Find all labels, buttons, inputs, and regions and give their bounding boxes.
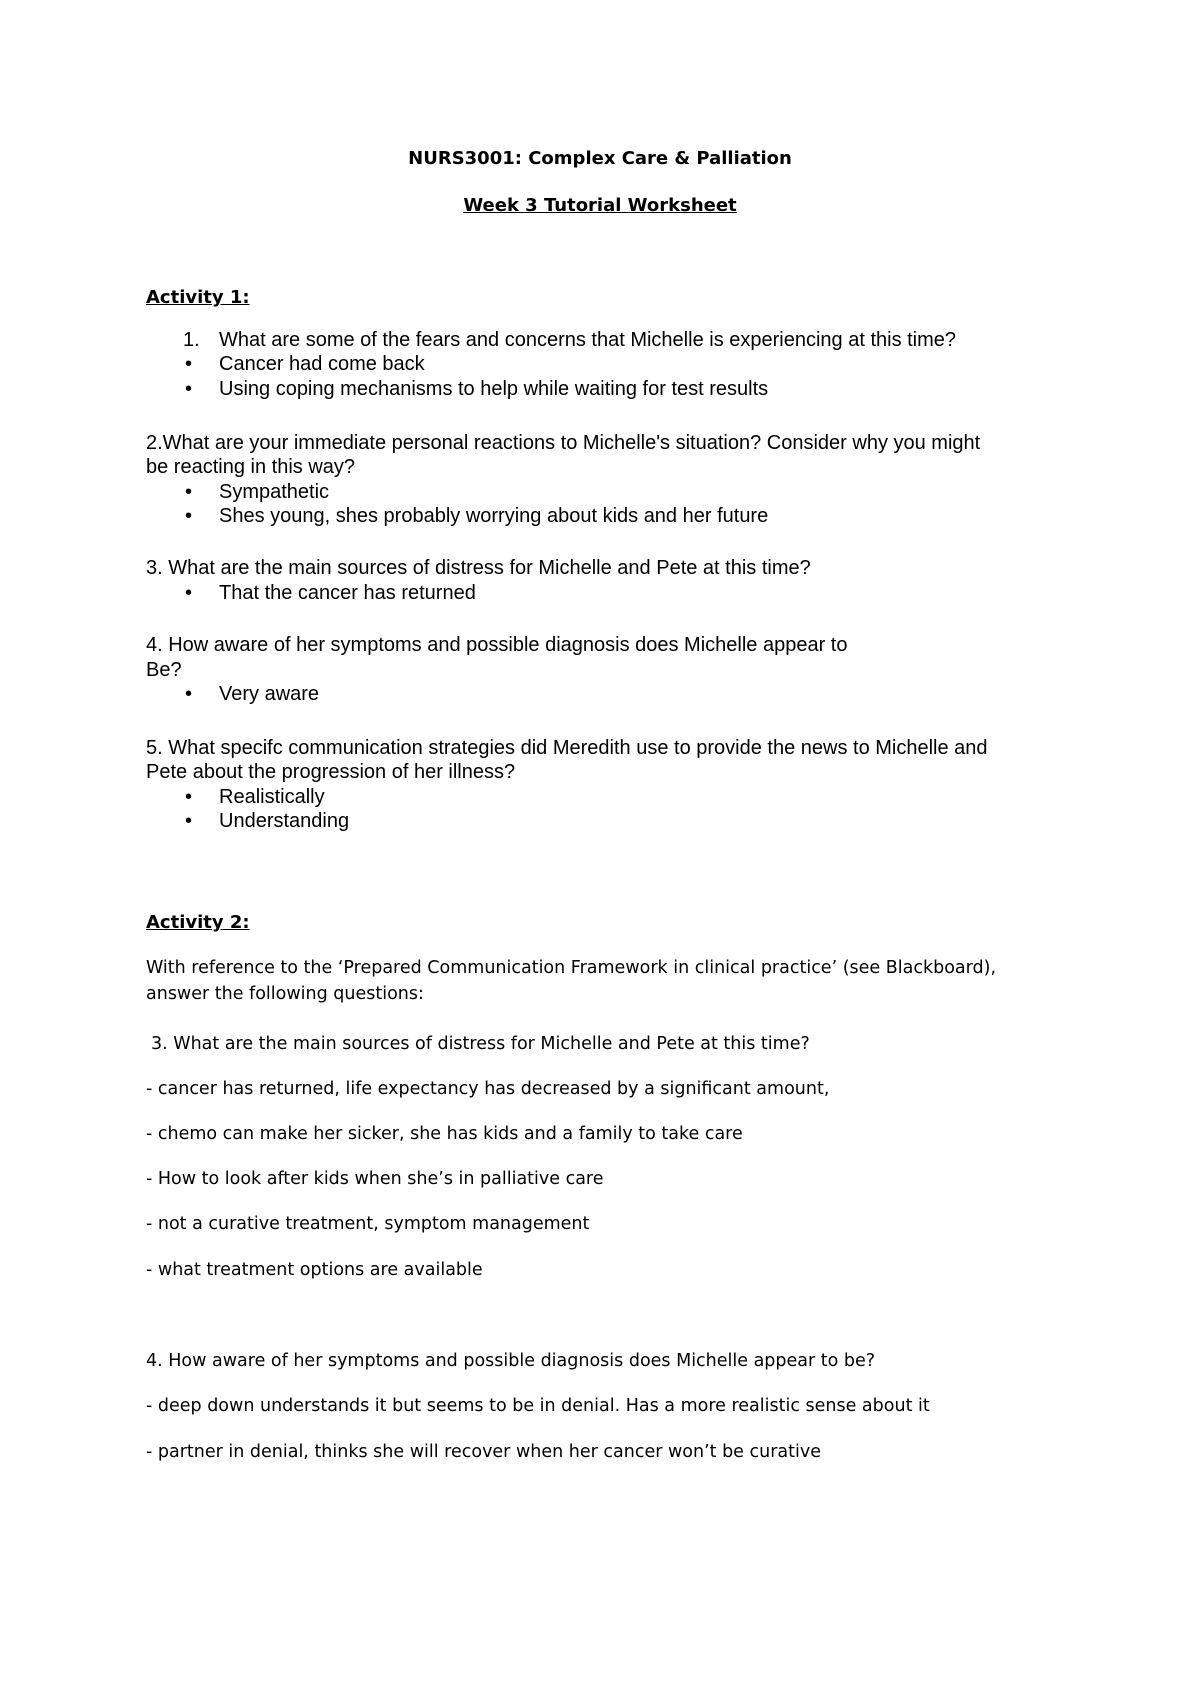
activity2-q3-answer: - chemo can make her sicker, she has kids and a family to take care <box>146 1124 743 1144</box>
activity2-q3-answer: - cancer has returned, life expectancy has decreased by a significant amount, <box>146 1079 830 1099</box>
activity1-q1-bullet-text: Cancer had come back <box>219 353 425 375</box>
activity2-q3-text: 3. What are the main sources of distress for Michelle and Pete at this time? <box>151 1034 810 1054</box>
bullet-dot-icon: • <box>185 481 193 503</box>
activity1-q4-line1: 4. How aware of her symptoms and possible diagnosis does Michelle appear to <box>146 634 848 656</box>
activity2-q3-answer: - what treatment options are available <box>146 1260 483 1280</box>
bullet-dot-icon: • <box>185 378 193 400</box>
activity2-q3-answer: - not a curative treatment, symptom management <box>146 1214 590 1234</box>
activity1-q5-bullet-text: Realistically <box>219 786 325 808</box>
document-subtitle <box>0 195 1200 216</box>
activity1-heading: Activity 1: <box>146 287 250 308</box>
bullet-dot-icon: • <box>185 582 193 604</box>
bullet-dot-icon: • <box>185 810 193 832</box>
activity1-q3-line1: 3. What are the main sources of distress for Michelle and Pete at this time? <box>146 557 811 579</box>
activity1-q2-line2: be reacting in this way? <box>146 456 356 478</box>
bullet-dot-icon: • <box>185 683 193 705</box>
activity1-q3-bullet-text: That the cancer has returned <box>219 582 476 604</box>
activity2-intro-line2: answer the following questions: <box>146 984 424 1004</box>
activity2-intro-line1: With reference to the ‘Prepared Communication Framework in clinical practice’ (see Blackboard), <box>146 958 997 978</box>
activity1-q5-line2: Pete about the progression of her illness? <box>146 761 516 783</box>
activity2-heading: Activity 2: <box>146 912 250 933</box>
activity1-q1-text: What are some of the fears and concerns that Michelle is experiencing at this time? <box>219 329 957 351</box>
activity2-q4-answer: - partner in denial, thinks she will recover when her cancer won’t be curative <box>146 1442 821 1462</box>
activity1-q2-line1: 2.What are your immediate personal reactions to Michelle's situation? Consider why you might <box>146 432 981 454</box>
document-title: NURS3001: Complex Care & Palliation <box>408 148 792 169</box>
activity1-q4-bullet-text: Very aware <box>219 683 320 705</box>
activity1-q5-bullet-text: Understanding <box>219 810 350 832</box>
activity1-q1-bullet-text: Using coping mechanisms to help while waiting for test results <box>219 378 769 400</box>
activity1-q2-bullet-text: Sympathetic <box>219 481 330 503</box>
document-subtitle-text: Week 3 Tutorial Worksheet <box>463 195 737 216</box>
bullet-dot-icon: • <box>185 786 193 808</box>
activity2-q3-answer: - How to look after kids when she’s in palliative care <box>146 1169 604 1189</box>
bullet-dot-icon: • <box>185 505 193 527</box>
activity1-q4-line2: Be? <box>146 659 182 681</box>
activity2-q4-text: 4. How aware of her symptoms and possible diagnosis does Michelle appear to be? <box>146 1351 876 1371</box>
activity1-q1-number: 1. <box>183 329 200 351</box>
activity1-q2-bullet-text: Shes young, shes probably worrying about kids and her future <box>219 505 769 527</box>
activity1-q5-line1: 5. What specifc communication strategies did Meredith use to provide the news to Michelle and <box>146 737 988 759</box>
bullet-dot-icon: • <box>185 353 193 375</box>
activity2-q4-answer: - deep down understands it but seems to be in denial. Has a more realistic sense about it <box>146 1396 930 1416</box>
